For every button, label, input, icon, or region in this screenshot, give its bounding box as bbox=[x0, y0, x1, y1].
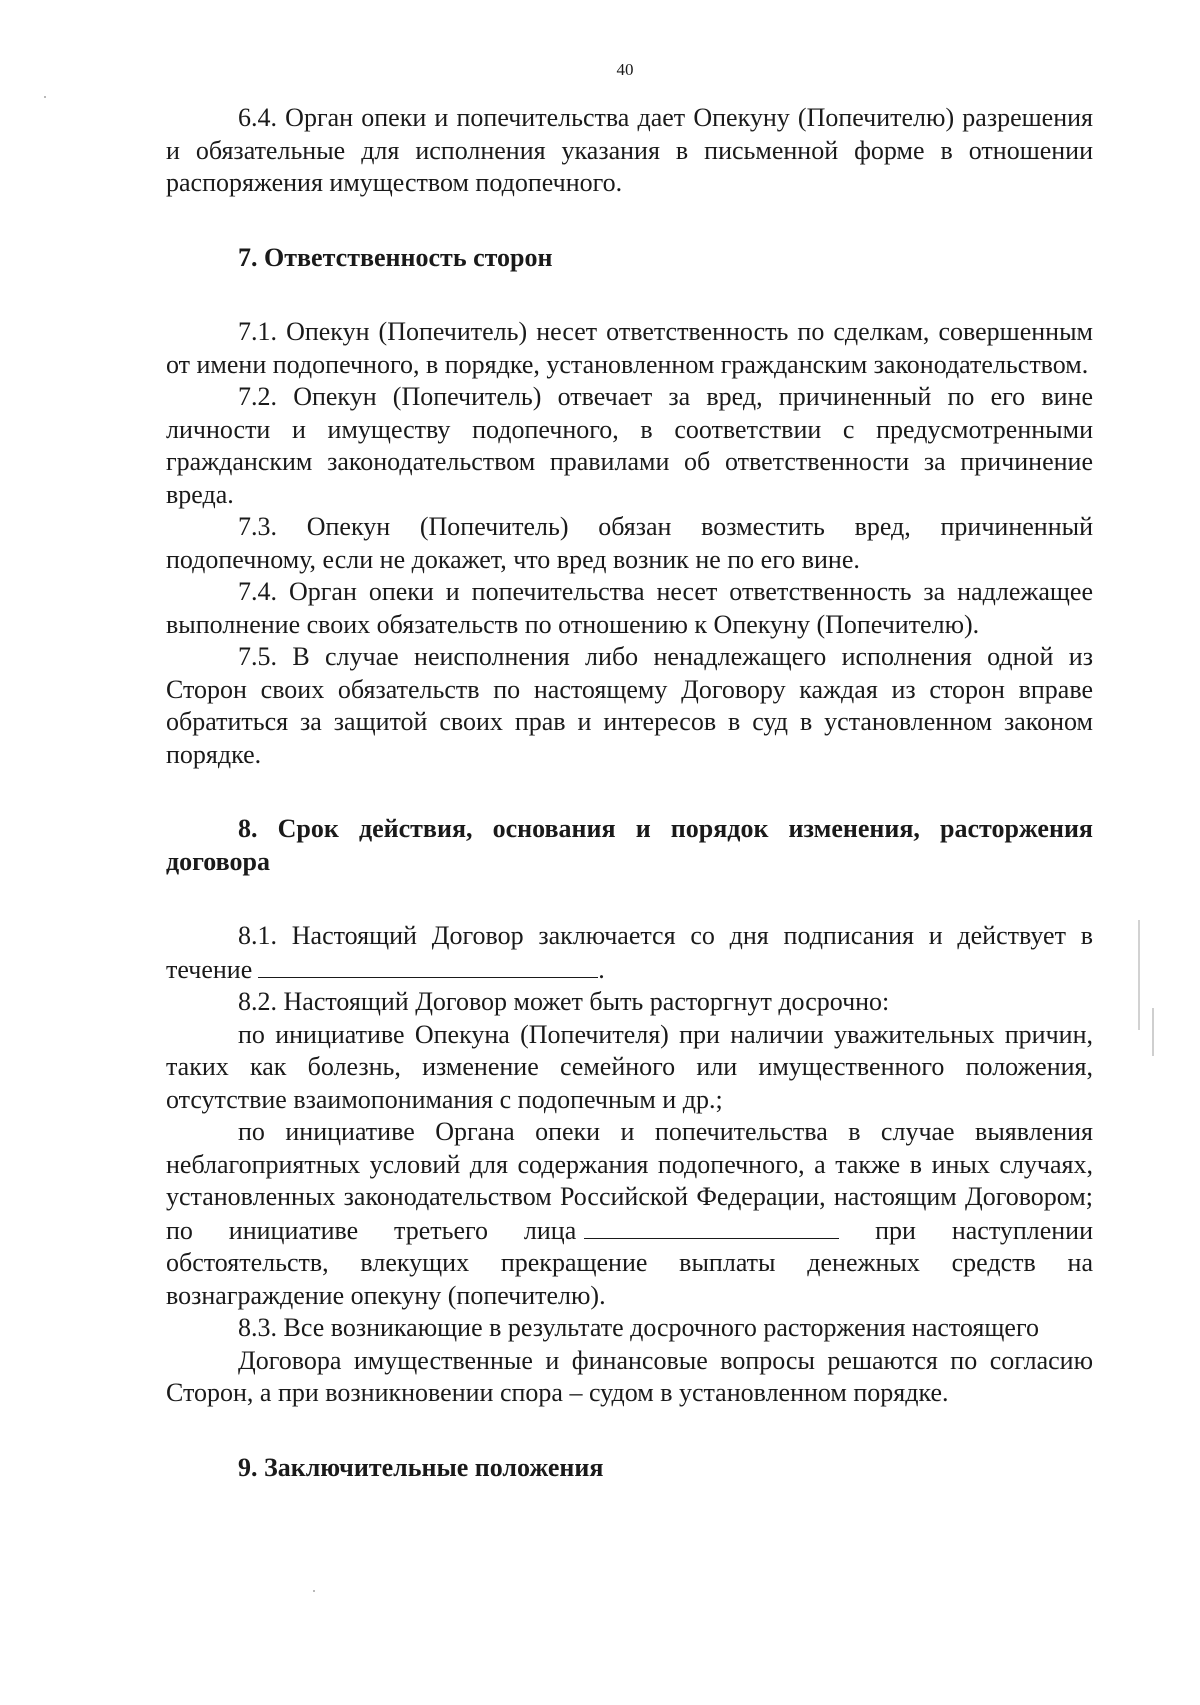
paragraph-8-2: 8.2. Настоящий Договор может быть расторгнут досрочно: bbox=[238, 987, 890, 1016]
paragraph-8-2-b bbox=[166, 1116, 1093, 1312]
paragraph-7-2: 7.2. Опекун (Попечитель) отвечает за вред, причиненный по его вине личности и имуществу подопечного, в соответствии с предусмотренными гражданским законодательством правилами об ответственности за причинение вреда. bbox=[166, 382, 1093, 509]
third-party-blank-field bbox=[584, 1214, 839, 1239]
scan-mark bbox=[1138, 920, 1140, 1030]
paragraph-8-1-end: . bbox=[598, 954, 605, 984]
spacer bbox=[166, 878, 1093, 920]
paragraph-8-2-b-end: при наступлении обстоятельств, влекущих прекращение выплаты денежных средств на вознаграждение опекуну (попечителю). bbox=[166, 1215, 1094, 1310]
spacer bbox=[166, 1410, 1093, 1452]
section-7-heading: 7. Ответственность сторон bbox=[238, 242, 553, 272]
paragraph-7-5: 7.5. В случае неисполнения либо ненадлежащего исполнения одной из Сторон своих обязательств по настоящему Договору каждая из сторон вправе обратиться за защитой своих прав и интересов в суд в установленном законом порядке. bbox=[166, 642, 1093, 769]
section-8-heading: 8. Срок действия, основания и порядок изменения, расторжения договора bbox=[166, 814, 1093, 876]
paragraph-8-1-text: 8.1. Настоящий Договор заключается со дня подписания и действует в течение bbox=[166, 921, 1093, 984]
scan-mark bbox=[313, 1590, 315, 1592]
page-number: 40 bbox=[616, 60, 634, 79]
document-body bbox=[166, 102, 1093, 1484]
paragraph-8-1 bbox=[166, 920, 1093, 986]
paragraph-8-3: 8.3. Все возникающие в результате досрочного расторжения настоящего bbox=[238, 1313, 1039, 1342]
paragraph-8-2-b-text: по инициативе Органа опеки и попечительства в случае выявления неблагоприятных условий для содержания подопечного, а также в иных случаях, установленных законодательством Российской Федерации, настоящим Договором; по инициативе третьего лица bbox=[166, 1117, 1093, 1245]
spacer bbox=[166, 200, 1093, 242]
spacer bbox=[166, 771, 1093, 813]
paragraph-6-4: 6.4. Орган опеки и попечительства дает Опекуну (Попечителю) разрешения и обязательные для исполнения указания в письменной форме в отношении распоряжения имуществом подопечного. bbox=[166, 103, 1093, 197]
term-blank-field bbox=[258, 953, 598, 978]
paragraph-8-3-continued: Договора имущественные и финансовые вопросы решаются по согласию Сторон, а при возникновении спора – судом в установленном порядке. bbox=[166, 1345, 1093, 1407]
scan-mark bbox=[44, 96, 46, 98]
spacer bbox=[166, 274, 1093, 316]
paragraph-8-2-a: по инициативе Опекуна (Попечителя) при наличии уважительных причин, таких как болезнь, изменение семейного или имущественного положения, отсутствие взаимопонимания с подопечным и др.; bbox=[166, 1019, 1093, 1114]
scan-mark bbox=[1152, 1008, 1154, 1056]
paragraph-7-1: 7.1. Опекун (Попечитель) несет ответственность по сделкам, совершенным от имени подопечного, в порядке, установленном гражданским законодательством. bbox=[166, 317, 1093, 379]
section-9-heading: 9. Заключительные положения bbox=[238, 1452, 604, 1482]
paragraph-7-3: 7.3. Опекун (Попечитель) обязан возместить вред, причиненный подопечному, если не докажет, что вред возник не по его вине. bbox=[166, 512, 1093, 574]
paragraph-7-4: 7.4. Орган опеки и попечительства несет ответственность за надлежащее выполнение своих обязательств по отношению к Опекуну (Попечителю). bbox=[166, 577, 1093, 639]
